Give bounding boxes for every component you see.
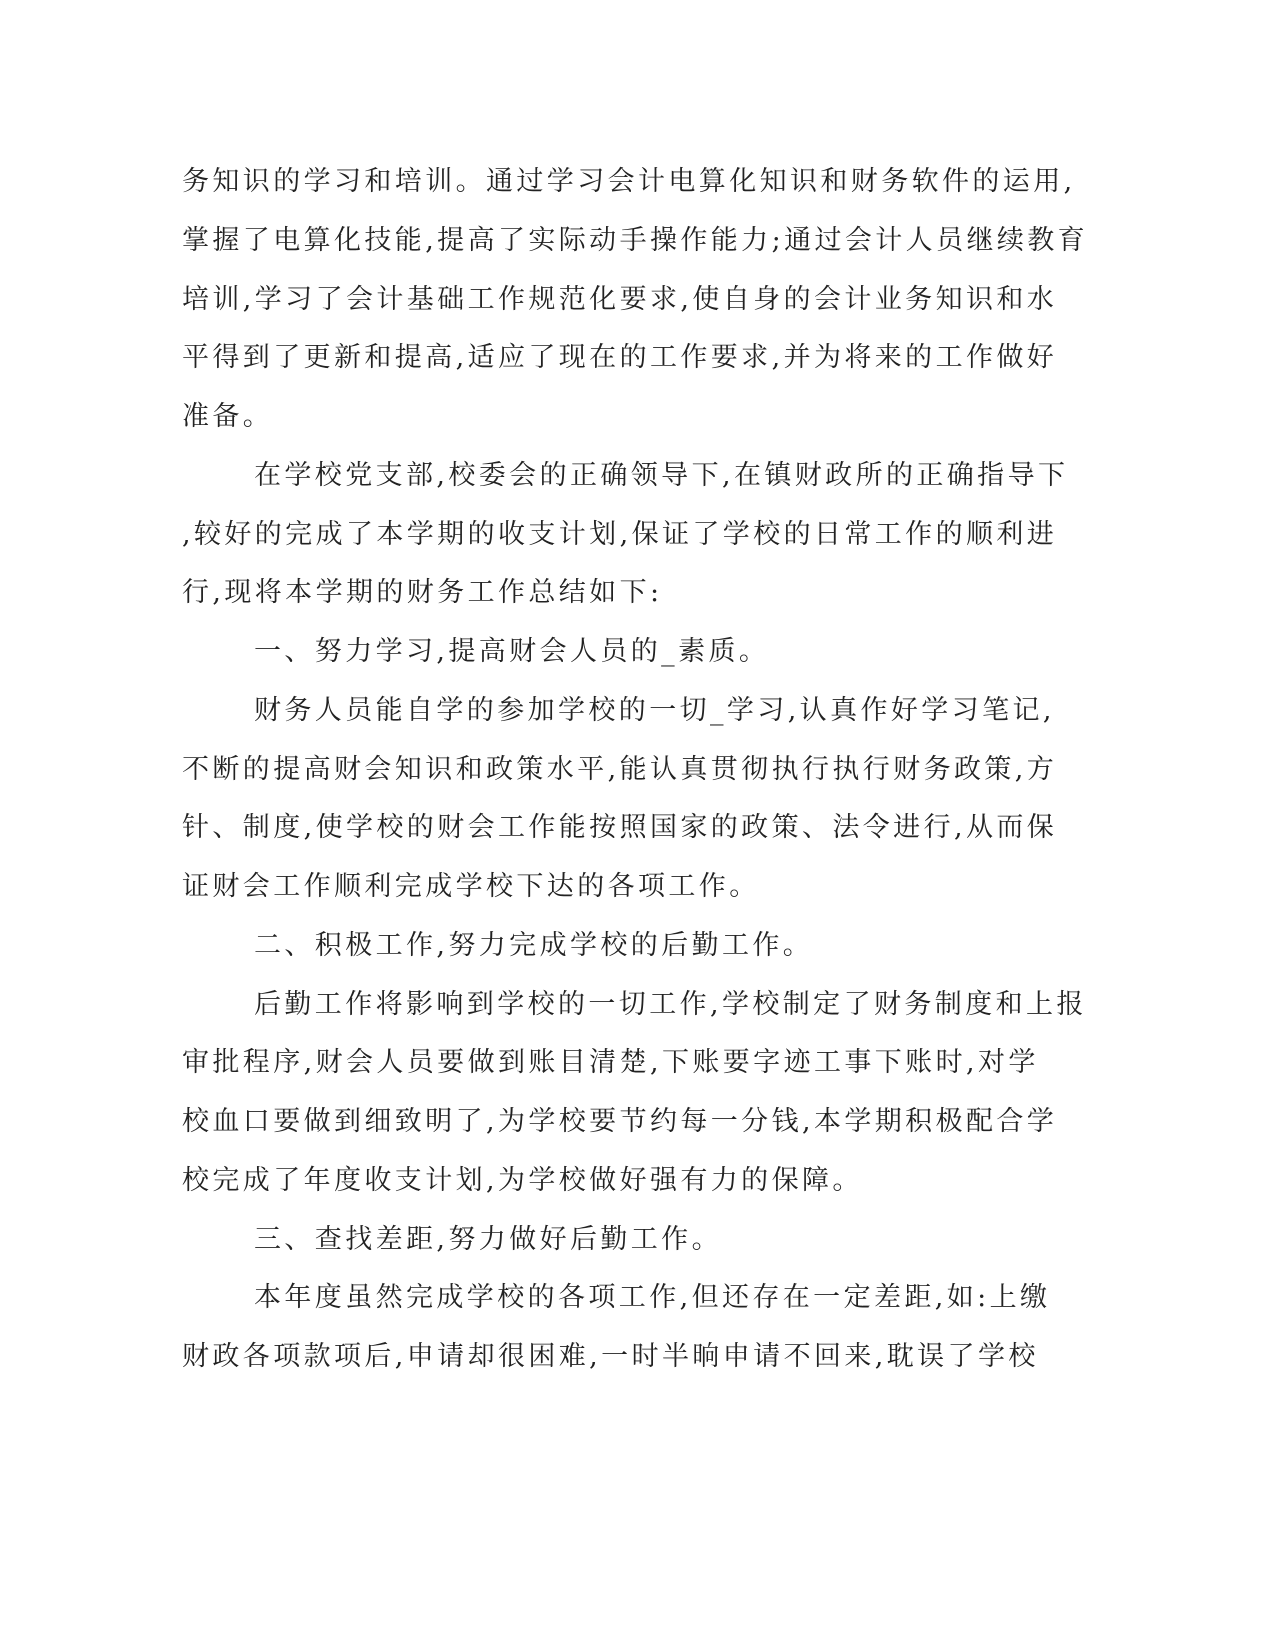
text-line: 证财会工作顺利完成学校下达的各项工作。: [182, 871, 760, 902]
text-line: 掌握了电算化技能,提高了实际动手操作能力;通过会计人员继续教育: [182, 225, 1089, 256]
text-line: 审批程序,财会人员要做到账目清楚,下账要字迹工事下账时,对学: [182, 1047, 1039, 1078]
paragraph-first-line: 本年度虽然完成学校的各项工作,但还存在一定差距,如:上缴: [254, 1282, 1051, 1313]
text-line: 培训,学习了会计基础工作规范化要求,使自身的会计业务知识和水: [182, 284, 1058, 315]
text-line: 校完成了年度收支计划,为学校做好强有力的保障。: [182, 1165, 863, 1196]
text-line: ,较好的完成了本学期的收支计划,保证了学校的日常工作的顺利进: [182, 519, 1058, 550]
section-heading-2: 二、积极工作,努力完成学校的后勤工作。: [254, 930, 814, 961]
text-line: 财政各项款项后,申请却很困难,一时半晌申请不回来,耽误了学校: [182, 1341, 1039, 1372]
text-line: 行,现将本学期的财务工作总结如下:: [182, 577, 663, 608]
section-heading-3: 三、查找差距,努力做好后勤工作。: [254, 1224, 722, 1255]
paragraph-first-line: 后勤工作将影响到学校的一切工作,学校制定了财务制度和上报: [254, 989, 1087, 1020]
text-line: 校血口要做到细致明了,为学校要节约每一分钱,本学期积极配合学: [182, 1106, 1058, 1137]
text-line: 准备。: [182, 401, 274, 432]
text-line: 平得到了更新和提高,适应了现在的工作要求,并为将来的工作做好: [182, 342, 1058, 373]
paragraph-first-line: 在学校党支部,校委会的正确领导下,在镇财政所的正确指导下: [254, 460, 1069, 491]
paragraph-first-line: 财务人员能自学的参加学校的一切_学习,认真作好学习笔记,: [254, 695, 1055, 726]
text-line: 针、制度,使学校的财会工作能按照国家的政策、法令进行,从而保: [182, 812, 1058, 843]
section-heading-1: 一、努力学习,提高财会人员的_素质。: [254, 636, 770, 667]
text-line: 务知识的学习和培训。通过学习会计电算化知识和财务软件的运用,: [182, 166, 1076, 197]
text-line: 不断的提高财会知识和政策水平,能认真贯彻执行执行财务政策,方: [182, 754, 1058, 785]
